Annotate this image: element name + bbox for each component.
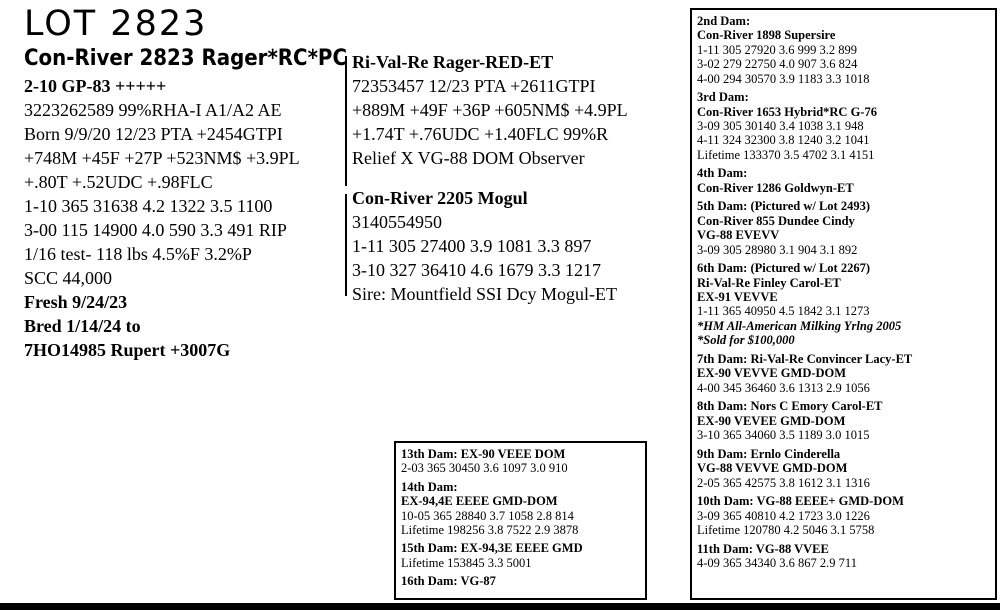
dam-heading: Con-River 1653 Hybrid*RC G-76 <box>697 104 877 119</box>
lot-title: LOT 2823 <box>24 4 208 44</box>
dam-entry <box>401 541 645 570</box>
cow-detail-line: +.80T +.52UDC +.98FLC <box>24 172 213 192</box>
dam-record: 4-11 324 32300 3.8 1240 3.2 1041 <box>697 133 870 148</box>
dam-record: Lifetime 198256 3.8 7522 2.9 3878 <box>401 523 579 538</box>
dam-heading: 3rd Dam: <box>697 90 749 105</box>
cow-detail-line: 1/16 test- 118 lbs 4.5%F 3.2%P <box>24 244 252 264</box>
dam-entry <box>697 542 995 571</box>
cow-detail-line: 3-00 115 14900 4.0 590 3.3 491 RIP <box>24 220 287 240</box>
cow-detail-line: +748M +45F +27P +523NM$ +3.9PL <box>24 148 300 168</box>
dam-record: 2-03 365 30450 3.6 1097 3.0 910 <box>401 461 568 476</box>
dam-record: 3-09 305 30140 3.4 1038 3.1 948 <box>697 119 864 134</box>
cow-detail-line: Fresh 9/24/23 <box>24 292 128 312</box>
cow-name: Con-River 2823 Rager*RC*PC <box>24 46 347 71</box>
dam-entry <box>697 199 995 257</box>
dam-entry <box>401 480 645 538</box>
dam-heading: Con-River 855 Dundee Cindy <box>697 213 855 228</box>
dam-divider <box>345 194 347 296</box>
cow-detail-line: 3223262589 99%RHA-I A1/A2 AE <box>24 100 282 120</box>
cow-detail-line: 2-10 GP-83 +++++ <box>24 76 167 96</box>
dam-heading: 13th Dam: EX-90 VEEE DOM <box>401 447 566 461</box>
dam-heading: EX-90 VEVEE GMD-DOM <box>697 413 846 428</box>
dam-line: 3140554950 <box>352 212 442 232</box>
dam-heading: 7th Dam: Ri-Val-Re Convincer Lacy-ET <box>697 351 913 366</box>
dam-entry <box>697 14 995 86</box>
dam-heading: Con-River 1286 Goldwyn-ET <box>697 180 854 195</box>
parents-column <box>352 50 628 306</box>
dam-record: 10-05 365 28840 3.7 1058 2.8 814 <box>401 508 574 523</box>
dam-record: 3-09 365 40810 4.2 1723 3.0 1226 <box>697 508 870 523</box>
cow-details <box>24 74 300 362</box>
dam-record: Lifetime 120780 4.2 5046 3.1 5758 <box>697 522 875 537</box>
dam-heading: 2nd Dam: <box>697 14 751 28</box>
sire-line: +1.74T +.76UDC +1.40FLC 99%R <box>352 124 609 144</box>
dam-heading: 9th Dam: Ernlo Cinderella <box>697 446 841 461</box>
dam-record: Lifetime 153845 3.3 5001 <box>401 555 532 570</box>
dam-heading: Con-River 1898 Supersire <box>697 28 836 43</box>
dam-record: 4-00 345 36460 3.6 1313 2.9 1056 <box>697 380 870 395</box>
dam-entry <box>401 574 645 588</box>
dam-heading: 5th Dam: (Pictured w/ Lot 2493) <box>697 199 871 214</box>
dam-entry <box>697 261 995 347</box>
dam-heading: 8th Dam: Nors C Emory Carol-ET <box>697 399 883 414</box>
dam-line: 3-10 327 36410 4.6 1679 3.3 1217 <box>352 260 601 280</box>
dam-heading: 6th Dam: (Pictured w/ Lot 2267) <box>697 261 871 276</box>
dam-record: 1-11 365 40950 4.5 1842 3.1 1273 <box>697 304 870 319</box>
dam-heading: EX-91 VEVVE <box>697 290 778 305</box>
cow-detail-line: 1-10 365 31638 4.2 1322 3.5 1100 <box>24 196 273 216</box>
dam-heading: 15th Dam: EX-94,3E EEEE GMD <box>401 541 583 556</box>
dam-heading: EX-94,4E EEEE GMD-DOM <box>401 494 558 509</box>
dam-line: Con-River 2205 Mogul <box>352 188 528 208</box>
dam-record: 1-11 305 27920 3.6 999 3.2 899 <box>697 42 857 57</box>
dam-heading: 16th Dam: VG-87 <box>401 574 496 589</box>
dam-entry <box>697 399 995 442</box>
dam-heading: 4th Dam: <box>697 166 748 181</box>
dam-heading: VG-88 EVEVV <box>697 228 780 243</box>
dam-heading: VG-88 VEVVE GMD-DOM <box>697 461 848 476</box>
dam-heading: EX-90 VEVVE GMD-DOM <box>697 366 847 381</box>
sire-line: Relief X VG-88 DOM Observer <box>352 148 585 168</box>
dam-entry <box>697 447 995 490</box>
pedigree-box <box>690 8 997 600</box>
dam-record: 4-00 294 30570 3.9 1183 3.3 1018 <box>697 71 870 86</box>
dam-heading: 10th Dam: VG-88 EEEE+ GMD-DOM <box>697 494 904 509</box>
sire-divider <box>345 56 347 186</box>
dam-record: 3-09 305 28980 3.1 904 3.1 892 <box>697 242 858 257</box>
dam-entry <box>697 166 995 195</box>
dam-note: *Sold for $100,000 <box>697 333 795 348</box>
cow-detail-line: Bred 1/14/24 to <box>24 316 141 336</box>
dam-heading: 11th Dam: VG-88 VVEE <box>697 541 829 556</box>
sire-block <box>352 50 628 170</box>
dam-record: 4-09 365 34340 3.6 867 2.9 711 <box>697 555 857 570</box>
cow-detail-line: 7HO14985 Rupert +3007G <box>24 340 231 360</box>
bottom-bar <box>0 603 1000 610</box>
dam-note: *HM All-American Milking Yrlng 2005 <box>697 318 902 333</box>
cow-detail-line: SCC 44,000 <box>24 268 113 288</box>
dam-record: 2-05 365 42575 3.8 1612 3.1 1316 <box>697 475 870 490</box>
sire-line: +889M +49F +36P +605NM$ +4.9PL <box>352 100 628 120</box>
dam-record: Lifetime 133370 3.5 4702 3.1 4151 <box>697 147 875 162</box>
ancestry-box <box>394 441 647 600</box>
dam-line: 1-11 305 27400 3.9 1081 3.3 897 <box>352 236 592 256</box>
dam-record: 3-10 365 34060 3.5 1189 3.0 1015 <box>697 428 870 443</box>
dam-entry <box>697 494 995 537</box>
dam-entry <box>697 352 995 395</box>
dam-heading: 14th Dam: <box>401 479 458 494</box>
dam-line: Sire: Mountfield SSI Dcy Mogul-ET <box>352 284 617 304</box>
cow-detail-line: Born 9/9/20 12/23 PTA +2454GTPI <box>24 124 283 144</box>
sire-line: Ri-Val-Re Rager-RED-ET <box>352 52 554 72</box>
dam-record: 3-02 279 22750 4.0 907 3.6 824 <box>697 57 858 72</box>
dam-heading: Ri-Val-Re Finley Carol-ET <box>697 275 841 290</box>
dam-entry <box>697 90 995 162</box>
sire-line: 72353457 12/23 PTA +2611GTPI <box>352 76 596 96</box>
dam-block <box>352 186 628 306</box>
dam-entry <box>401 447 645 476</box>
